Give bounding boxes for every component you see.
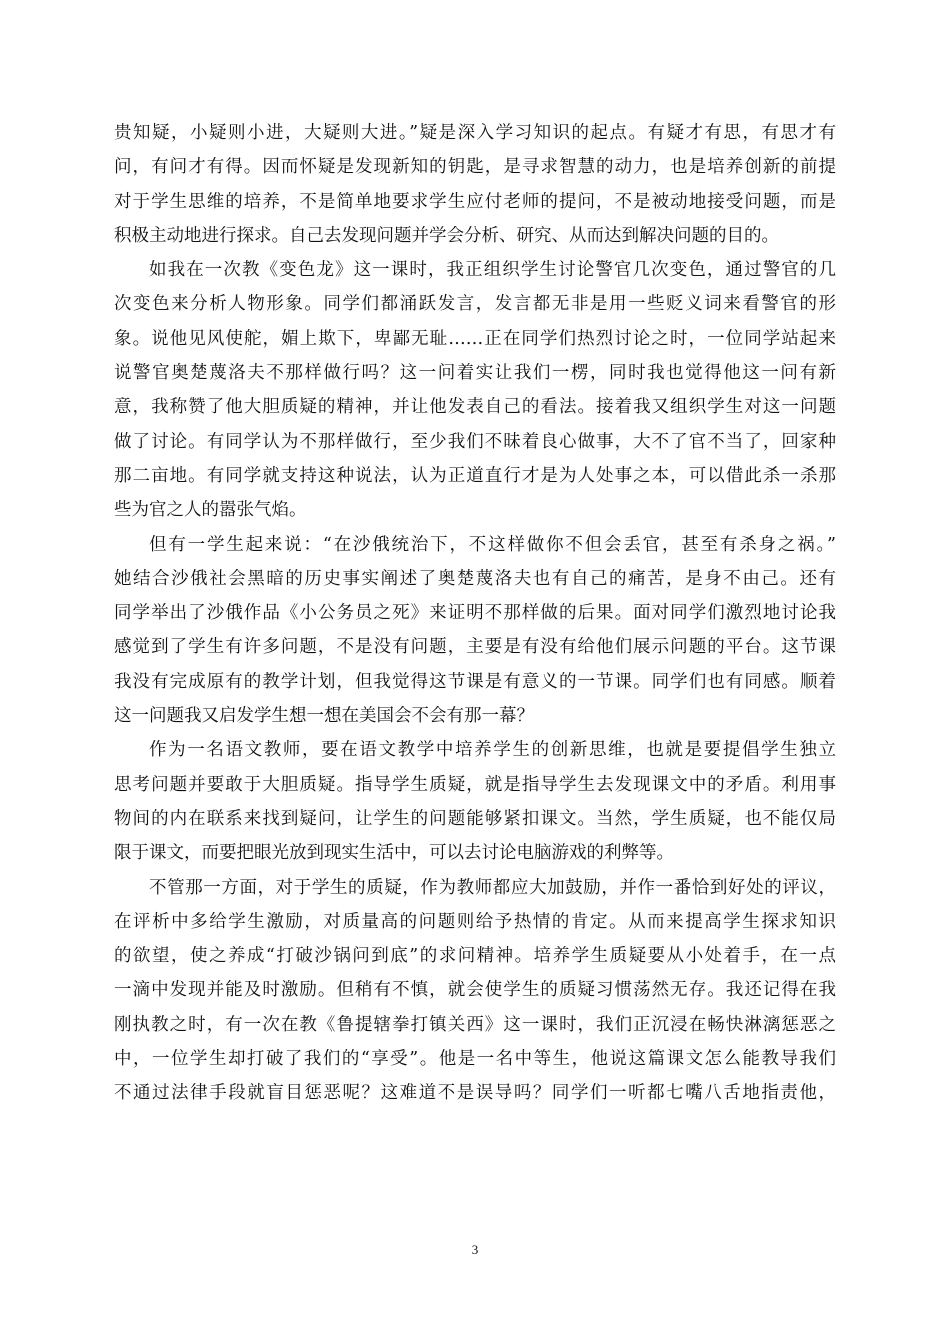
text-line: 说警官奥楚蔑洛夫不那样做行吗？这一问着实让我们一楞，同时我也觉得他这一问有新 [114, 363, 836, 384]
text-line: 我没有完成原有的教学计划，但我觉得这节课是有意义的一节课。同学们也有同感。顺着 [114, 671, 836, 692]
text-line: 中，一位学生却打破了我们的“享受”。他是一名中等生，他说这篇课文怎么能教导我们 [114, 1049, 836, 1070]
text-line: 问，有问才有得。因而怀疑是发现新知的钥匙，是寻求智慧的动力，也是培养创新的前提 [114, 157, 836, 178]
text-line: 思考问题并要敢于大胆质疑。指导学生质疑，就是指导学生去发现课文中的矛盾。利用事 [114, 774, 836, 795]
text-line: 如我在一次教《变色龙》这一课时，我正组织学生讨论警官几次变色，通过警官的几 [149, 260, 836, 281]
text-line: 物间的内在联系来找到疑问，让学生的问题能够紧扣课文。当然，学生质疑，也不能仅局 [114, 808, 836, 829]
body-text [114, 116, 836, 1111]
text-line: 作为一名语文教师，要在语文教学中培养学生的创新思维，也就是要提倡学生独立 [149, 740, 836, 761]
text-line: 次变色来分析人物形象。同学们都涌跃发言，发言都无非是用一些贬义词来看警官的形 [114, 294, 836, 315]
text-line: 不管那一方面，对于学生的质疑，作为教师都应大加鼓励，并作一番恰到好处的评议， [149, 877, 836, 898]
text-line: 不通过法律手段就盲目惩恶呢？这难道不是误导吗？同学们一听都七嘴八舌地指责他， [114, 1083, 836, 1104]
text-line: 象。说他见风使舵，媚上欺下，卑鄙无耻……正在同学们热烈讨论之时，一位同学站起来 [114, 328, 836, 349]
page-number: 3 [471, 1242, 479, 1257]
text-line: 意，我称赞了他大胆质疑的精神，并让他发表自己的看法。接着我又组织学生对这一问题 [114, 397, 836, 418]
text-line: 一滴中发现并能及时激励。但稍有不慎，就会使学生的质疑习惯荡然无存。我还记得在我 [114, 980, 836, 1001]
text-line: 这一问题我又启发学生想一想在美国会不会有那一幕？ [114, 706, 534, 727]
text-line: 贵知疑，小疑则小进，大疑则大进。”疑是深入学习知识的起点。有疑才有思，有思才有 [114, 123, 836, 143]
text-line: 刚执教之时，有一次在教《鲁提辖拳打镇关西》这一课时，我们正沉浸在畅快淋漓惩恶之 [114, 1014, 836, 1035]
text-line: 感觉到了学生有许多问题，不是没有问题，主要是有没有给他们展示问题的平台。这节课 [114, 637, 836, 658]
text-line: 在评析中多给学生激励，对质量高的问题则给予热情的肯定。从而来提高学生探求知识 [114, 911, 836, 932]
text-line: 对于学生思维的培养，不是简单地要求学生应付老师的提问，不是被动地接受问题，而是 [114, 191, 836, 212]
text-line: 限于课文，而要把眼光放到现实生活中，可以去讨论电脑游戏的利弊等。 [114, 843, 674, 864]
text-line: 她结合沙俄社会黑暗的历史事实阐述了奥楚蔑洛夫也有自己的痛苦，是身不由己。还有 [114, 568, 836, 589]
text-line: 些为官之人的嚣张气焰。 [114, 500, 307, 521]
text-line: 积极主动地进行探求。自己去发现问题并学会分析、研究、从而达到解决问题的目的。 [114, 225, 779, 246]
text-line: 但有一学生起来说：“在沙俄统治下，不这样做你不但会丢官，甚至有杀身之祸。” [149, 534, 836, 555]
text-line: 做了讨论。有同学认为不那样做行，至少我们不昧着良心做事，大不了官不当了，回家种 [114, 431, 836, 452]
text-line: 同学举出了沙俄作品《小公务员之死》来证明不那样做的后果。面对同学们激烈地讨论我 [114, 603, 836, 624]
text-line: 那二亩地。有同学就支持这种说法，认为正道直行才是为人处事之本，可以借此杀一杀那 [114, 465, 836, 486]
text-line: 的欲望，使之养成“打破沙锅问到底”的求问精神。培养学生质疑要从小处着手，在一点 [114, 946, 836, 967]
